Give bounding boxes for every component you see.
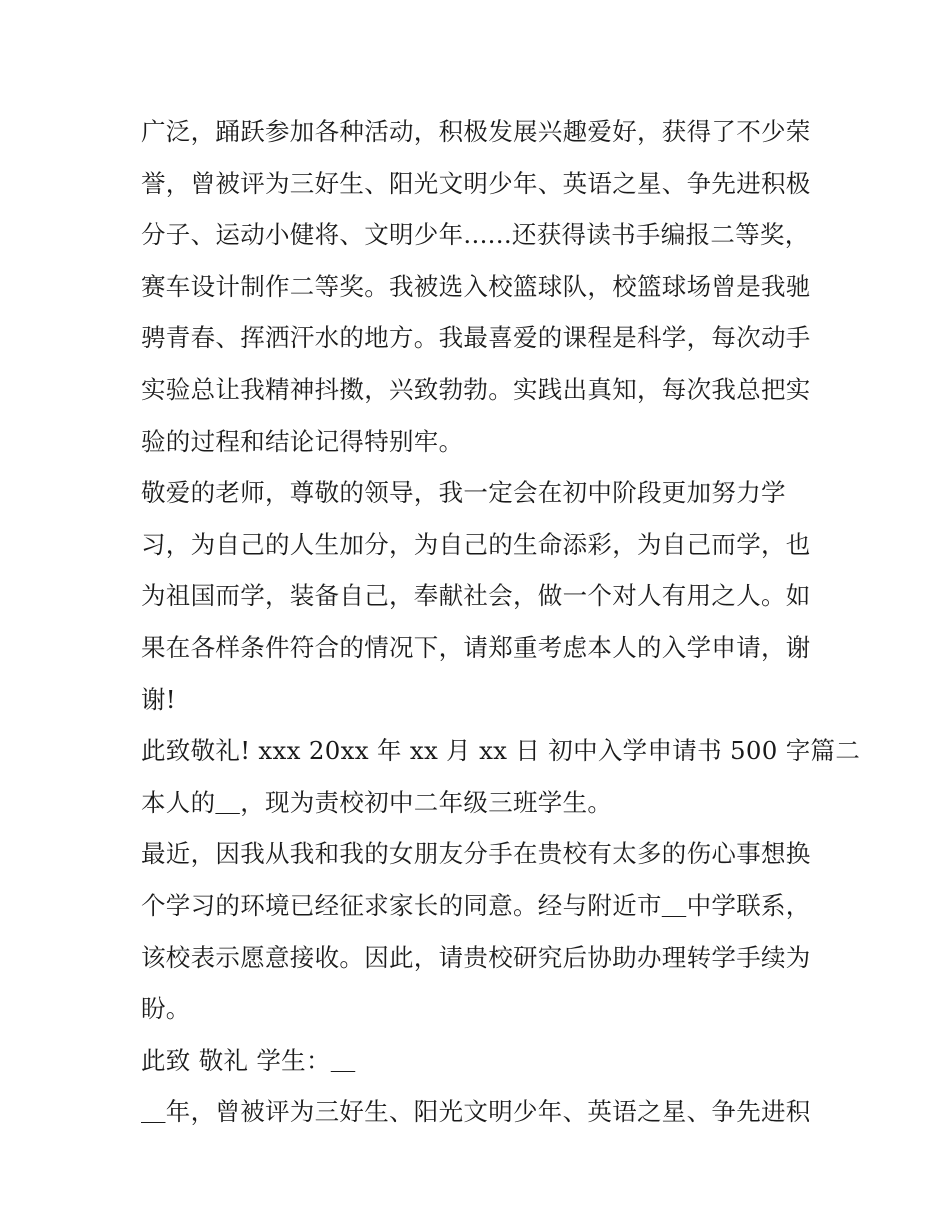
text-line: 本人的＿，现为责校初中二年级三班学生。 <box>141 787 613 817</box>
document-body <box>141 106 861 1138</box>
text-line: 此致敬礼! xxx 20xx 年 xx 月 xx 日 初中入学申请书 500 字篇二 <box>141 736 861 766</box>
text-line: 盼。 <box>141 994 191 1024</box>
text-line: 为祖国而学，装备自己，奉献社会，做一个对人有用之人。如 <box>141 581 811 611</box>
text-line: 敬爱的老师，尊敬的领导，我一定会在初中阶段更加努力学 <box>141 478 786 508</box>
text-line: 该校表示愿意接收。因此，请贵校研究后协助办理转学手续为 <box>141 942 811 972</box>
text-line: 最近，因我从我和我的女朋友分手在贵校有太多的伤心事想换 <box>141 839 811 869</box>
text-line: 赛车设计制作二等奖。我被选入校篮球队，校篮球场曾是我驰 <box>141 271 811 301</box>
text-line: ＿年，曾被评为三好生、阳光文明少年、英语之星、争先进积 <box>141 1097 811 1127</box>
text-line: 实验总让我精神抖擞，兴致勃勃。实践出真知，每次我总把实 <box>141 374 811 404</box>
text-line: 个学习的环境已经征求家长的同意。经与附近市＿中学联系， <box>141 890 811 920</box>
text-line: 誉，曾被评为三好生、阳光文明少年、英语之星、争先进积极 <box>141 168 811 198</box>
text-line: 习，为自己的人生加分，为自己的生命添彩，为自己而学，也 <box>141 529 811 559</box>
text-line: 广泛，踊跃参加各种活动，积极发展兴趣爱好，获得了不少荣 <box>141 117 811 146</box>
text-line: 骋青春、挥洒汗水的地方。我最喜爱的课程是科学，每次动手 <box>141 323 811 353</box>
text-line: 谢! <box>141 684 176 714</box>
text-line: 分子、运动小健将、文明少年......还获得读书手编报二等奖， <box>141 220 810 250</box>
text-line: 验的过程和结论记得特别牢。 <box>141 426 464 456</box>
text-line: 此致 敬礼 学生：＿ <box>141 1045 356 1075</box>
text-line: 果在各样条件符合的情况下，请郑重考虑本人的入学申请，谢 <box>141 632 811 662</box>
